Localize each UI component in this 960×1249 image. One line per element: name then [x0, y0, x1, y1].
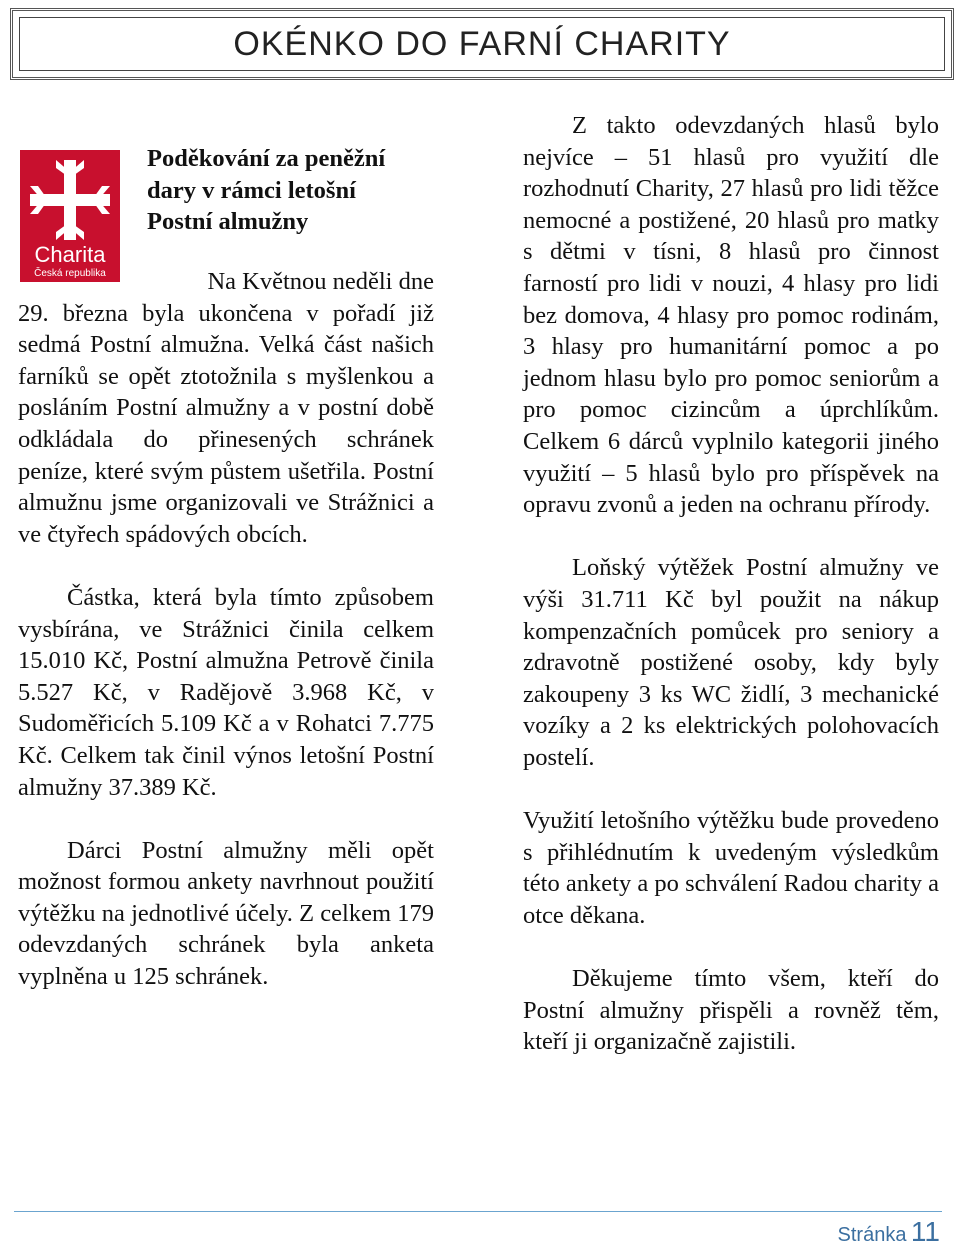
paragraph-survey: Dárci Postní almužny měli opět možnost formou ankety navrhnout použití výtěžku na jednotlivé účely. Z celkem 179 odevzdaných schránek byla anketa vyplněna u 125 schránek. — [18, 836, 434, 991]
footer-divider — [14, 1211, 942, 1212]
header-inner-frame — [19, 17, 945, 71]
page-digits: 11 — [910, 1216, 940, 1247]
logo-text-country: Česká republika — [34, 268, 106, 279]
paragraph-intro: 29. března byla ukončena v pořadí již sedmá Postní almužna. Velká část našich farníků se opět ztotožnila s myšlenkou a posláním Postní almužny a v postní době odkládala do přinesených schránek peníze, které svým půstem ušetřila. Postní almužnu jsme organizovali ve Strážnici a ve čtyřech spádových obcích. — [18, 299, 434, 548]
paragraph-first-line: Na Květnou neděli dne — [207, 268, 434, 295]
title-line: dary v rámci letošní — [147, 176, 356, 204]
title-line: Poděkování za peněžní — [147, 145, 386, 172]
paragraph-usage: Využití letošního výtěžku bude provedeno s přihlédnutím k uvedeným výsledkům této ankety a po schválení Radou charity a otce děkana. — [523, 807, 939, 929]
left-column — [18, 140, 434, 993]
title-line: Postní almužny — [147, 208, 309, 236]
paragraph-thanks: Děkujeme tímto všem, kteří do Postní almužny přispěli a rovněž těm, kteří ji organizačně zajistili. — [523, 965, 939, 1056]
page-label: Stránka — [837, 1224, 907, 1246]
right-column — [523, 110, 939, 1058]
header-box — [10, 8, 954, 80]
paragraph-amounts: Částka, která byla tímto způsobem vysbírána, ve Strážnici činila celkem 15.010 Kč, Postní almužna Petrově činila 5.527 Kč, v Radějově 3.968 Kč, v Sudoměřicích 5.109 Kč a v Rohatci 7.775 Kč. Celkem tak činil výnos letošní Postní almužny 37.389 Kč. — [18, 583, 434, 801]
logo-text-charita: Charita — [34, 242, 106, 267]
page-number — [838, 1216, 940, 1248]
page-header-title: OKÉNKO DO FARNÍ CHARITY — [233, 24, 731, 63]
paragraph-votes: Z takto odevzdaných hlasů bylo nejvíce – 51 hlasů pro využití dle rozhodnutí Charity, 27 hlasů pro lidi těžce nemocné a postižené, 20 hlasů pro matky s dětmi v tísni, 8 hlasů pro činnost farností pro lidi v nouzi, 4 hlasy pro lidi bez domova, 4 hlasy pro pomoc rodinám, 3 hlasy pro humanitární pomoc a po jednom hlasu bylo pro pomoc seniorům a pro pomoc cizincům a úprchlíkům. Celkem 6 dárců vyplnilo kategorii jiného využití – 5 hlasů bylo pro příspěvek na opravu zvonů a jeden na ochranu přírody. — [523, 112, 939, 519]
paragraph-last-year: Loňský výtěžek Postní almužny ve výši 31.711 Kč byl použit na nákup kompenzačních pomůcek pro seniory a zdravotně postižené osoby, kdy byly zakoupeny 3 ks WC židlí, 3 mechanické vozíky a 2 ks elektrických polohovacích postelí. — [523, 554, 939, 771]
